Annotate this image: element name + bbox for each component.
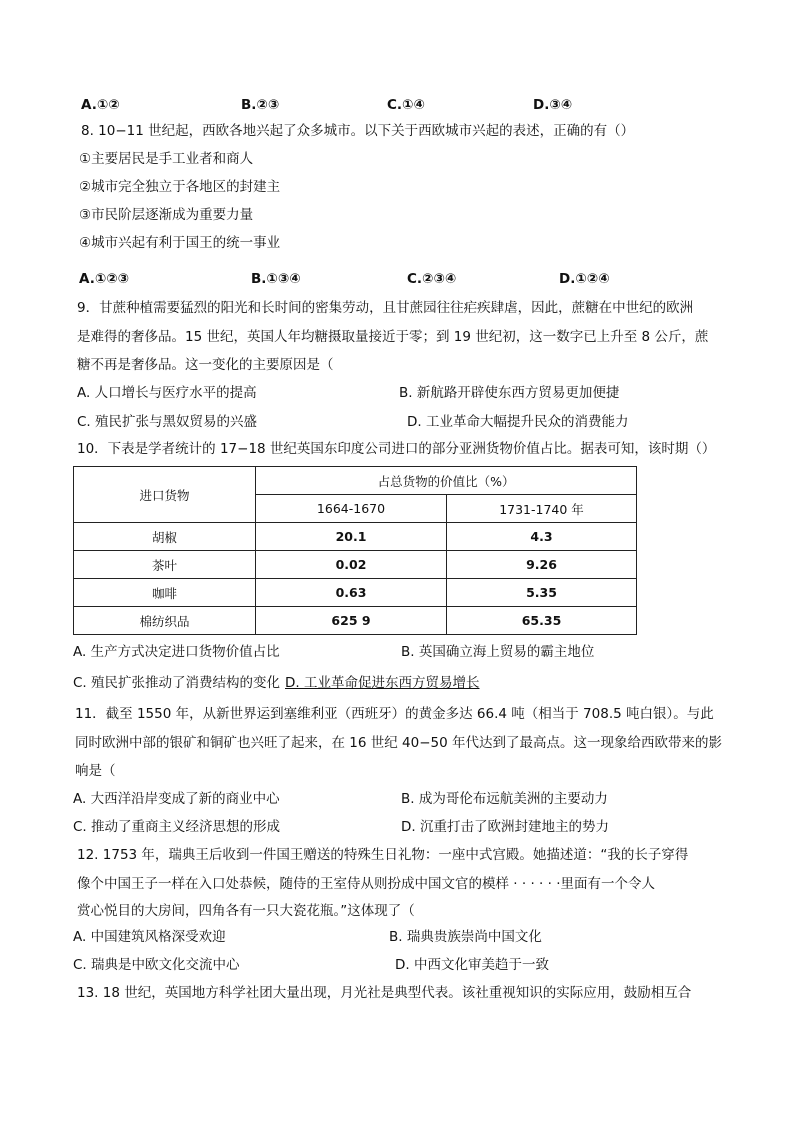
row-value-1: 625 9 — [256, 607, 447, 635]
q10-options-row1 — [73, 643, 713, 661]
row-value-2: 5.35 — [447, 579, 637, 607]
q11-line-1: 11．截至 1550 年，从新世界运到塞维利亚（西班牙）的黄金多达 66.4 吨（相当于 708.5 吨白银）。与此 — [75, 706, 714, 722]
q8-option-a: A.①②③ — [79, 271, 130, 287]
row-value-1: 0.02 — [256, 551, 447, 579]
table-row — [74, 607, 637, 635]
q12-line-2: 像个中国王子一样在入口处恭候，随侍的王室侍从则扮成中国文官的模样 · · · · · ·里面有一个令人 — [77, 876, 655, 892]
q10-option-b: B. 英国确立海上贸易的霸主地位 — [401, 644, 595, 660]
table-col-header: 进口货物 — [74, 467, 256, 523]
q8-option-b: B.①③④ — [251, 271, 301, 287]
q7-options — [81, 96, 721, 114]
q7-option-b: B.②③ — [241, 97, 280, 113]
q11-options-row2 — [73, 818, 713, 836]
row-name: 棉纺织品 — [74, 607, 256, 635]
q11-option-d: D. 沉重打击了欧洲封建地主的势力 — [401, 819, 609, 835]
row-value-2: 4.3 — [447, 523, 637, 551]
row-value-2: 9.26 — [447, 551, 637, 579]
q8-item-3: ③市民阶层逐渐成为重要力量 — [79, 207, 254, 223]
q8-option-d: D.①②④ — [559, 271, 610, 287]
q8-option-c: C.②③④ — [407, 271, 457, 287]
q11-option-b: B. 成为哥伦布远航美洲的主要动力 — [401, 791, 608, 807]
q11-option-c: C. 推动了重商主义经济思想的形成 — [73, 819, 281, 835]
q12-line-3: 赏心悦目的大房间，四角各有一只大瓷花瓶。”这体现了（ — [77, 903, 415, 919]
table-group-header: 占总货物的价值比（%） — [256, 467, 637, 495]
q9-options-row2 — [77, 413, 717, 431]
q8-item-2: ②城市完全独立于各地区的封建主 — [79, 179, 281, 195]
q10-option-c: C. 殖民扩张推动了消费结构的变化 — [73, 675, 281, 691]
q9-options-row1 — [77, 384, 717, 402]
row-value-2: 65.35 — [447, 607, 637, 635]
row-name: 胡椒 — [74, 523, 256, 551]
q12-line-1: 12. 1753 年，瑞典王后收到一件国王赠送的特殊生日礼物：一座中式宫殿。她描述道：“我的长子穿得 — [77, 847, 689, 863]
q10-table — [73, 466, 637, 635]
q9-line-1: 9．甘蔗种植需要猛烈的阳光和长时间的密集劳动，且甘蔗园往往疟疾肆虐，因此，蔗糖在中世纪的欧洲 — [77, 300, 694, 316]
q8-item-1: ①主要居民是手工业者和商人 — [79, 151, 254, 167]
q11-line-2: 同时欧洲中部的银矿和铜矿也兴旺了起来，在 16 世纪 40−50 年代达到了最高点。这一现象给西欧带来的影 — [75, 735, 723, 751]
table-period-2: 1731-1740 年 — [447, 495, 637, 523]
q11-option-a: A. 大西洋沿岸变成了新的商业中心 — [73, 791, 280, 807]
table-row — [74, 523, 637, 551]
q11-options-row1 — [73, 790, 713, 808]
q8-options — [79, 270, 719, 288]
q10-option-d: D. 工业革命促进东西方贸易增长 — [285, 675, 480, 691]
q12-options-row1 — [73, 928, 713, 946]
row-value-1: 0.63 — [256, 579, 447, 607]
q12-option-d: D. 中西文化审美趋于一致 — [395, 957, 549, 973]
q9-option-b: B. 新航路开辟使东西方贸易更加便捷 — [399, 385, 620, 401]
q7-option-d: D.③④ — [533, 97, 573, 113]
q7-option-c: C.①④ — [387, 97, 425, 113]
q7-option-a: A.①② — [81, 97, 120, 113]
q9-line-2: 是难得的奢侈品。15 世纪，英国人年均糖摄取量接近于零；到 19 世纪初，这一数字已上升至 8 公斤，蔗 — [77, 329, 709, 345]
q10-option-a: A. 生产方式决定进口货物价值占比 — [73, 644, 280, 660]
q9-option-c: C. 殖民扩张与黑奴贸易的兴盛 — [77, 414, 258, 430]
q10-stem: 10．下表是学者统计的 17−18 世纪英国东印度公司进口的部分亚洲货物价值占比。据表可知，该时期（） — [77, 441, 716, 457]
q13-line-1: 13. 18 世纪，英国地方科学社团大量出现，月光社是典型代表。该社重视知识的实际应用，鼓励相互合 — [77, 985, 692, 1001]
q9-line-3: 糖不再是奢侈品。这一变化的主要原因是（ — [77, 357, 334, 373]
row-name: 茶叶 — [74, 551, 256, 579]
q12-option-a: A. 中国建筑风格深受欢迎 — [73, 929, 226, 945]
q8-item-4: ④城市兴起有利于国王的统一事业 — [79, 235, 281, 251]
q9-option-d: D. 工业革命大幅提升民众的消费能力 — [407, 414, 629, 430]
q10-options-row2 — [73, 674, 713, 692]
row-name: 咖啡 — [74, 579, 256, 607]
q12-options-row2 — [73, 956, 713, 974]
q12-option-c: C. 瑞典是中欧文化交流中心 — [73, 957, 240, 973]
q11-line-3: 响是（ — [75, 763, 116, 779]
row-value-1: 20.1 — [256, 523, 447, 551]
q12-option-b: B. 瑞典贵族崇尚中国文化 — [389, 929, 542, 945]
q9-option-a: A. 人口增长与医疗水平的提高 — [77, 385, 257, 401]
table-period-1: 1664-1670 — [256, 495, 447, 523]
table-row — [74, 551, 637, 579]
table-row — [74, 579, 637, 607]
q8-stem: 8. 10−11 世纪起，西欧各地兴起了众多城市。以下关于西欧城市兴起的表述，正确的有（） — [81, 123, 635, 139]
